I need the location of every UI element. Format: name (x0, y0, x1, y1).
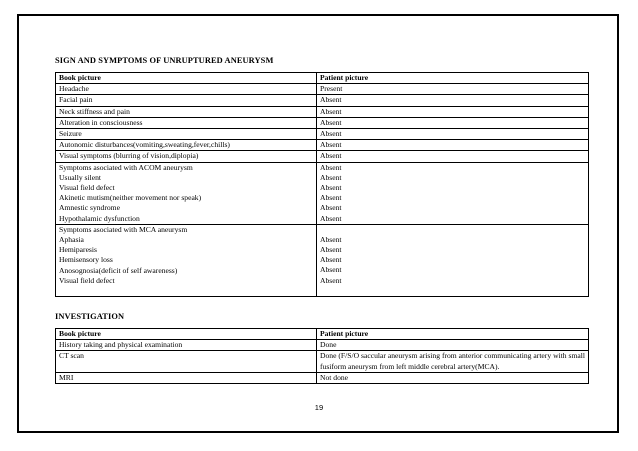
patient-cell (317, 224, 589, 296)
list-item: Absent (320, 162, 342, 172)
list-item: Hemiparesis (59, 245, 97, 255)
acom-heading: Symptoms asociated with ACOM aneurysm (59, 162, 193, 172)
list-item: Absent (320, 265, 342, 275)
header-book-picture: Book picture (56, 329, 317, 340)
patient-cell: Absent (317, 117, 589, 128)
book-cell (56, 162, 317, 224)
list-item: Akinetic mutism(neither movement nor speak) (59, 193, 202, 203)
table-row-acom-group (56, 162, 589, 224)
list-item: Hypothalamic dysfunction (59, 213, 140, 223)
list-item: Absent (320, 183, 342, 192)
patient-cell: Done (317, 340, 589, 351)
page-number: 19 (314, 403, 324, 412)
book-cell: CT scan (56, 351, 317, 372)
list-item: Absent (320, 203, 342, 213)
table-row (56, 117, 589, 128)
list-item: Usually silent (59, 172, 101, 182)
section-title-investigation: INVESTIGATION (55, 312, 125, 321)
book-cell: Visual symptoms (blurring of vision,diplopia) (56, 151, 317, 162)
book-cell: Neck stiffness and pain (56, 106, 317, 117)
list-item: Absent (320, 172, 342, 182)
header-patient-picture: Patient picture (317, 73, 589, 84)
patient-cell: Not done (317, 372, 589, 383)
patient-cell: Absent (317, 106, 589, 117)
table-header-row (56, 73, 589, 84)
table-row (56, 151, 589, 162)
book-cell: Seizure (56, 129, 317, 140)
table-row (56, 84, 589, 95)
table-header-row (56, 329, 589, 340)
list-item: Absent (320, 234, 342, 244)
book-cell: Headache (56, 84, 317, 95)
book-cell: Autonomic disturbances(vomiting,sweating,fever,chills) (56, 140, 317, 151)
patient-cell (317, 162, 589, 224)
table-row (56, 340, 589, 351)
book-cell: Facial pain (56, 95, 317, 106)
list-item: Aphasia (59, 234, 84, 244)
header-book-picture: Book picture (56, 73, 317, 84)
list-item: Amnestic syndrome (59, 203, 120, 213)
list-item: Absent (320, 193, 342, 203)
patient-cell: Absent (317, 95, 589, 106)
patient-cell: Absent (317, 140, 589, 151)
table-row (56, 372, 589, 383)
header-patient-picture: Patient picture (317, 329, 589, 340)
list-item: Visual field defect (59, 183, 115, 192)
investigation-table (55, 328, 589, 384)
table-row (56, 351, 589, 372)
table-row-mca-group (56, 224, 589, 296)
patient-cell: Absent (317, 151, 589, 162)
list-item: Hemisensory loss (59, 255, 113, 265)
list-item: Absent (320, 244, 342, 254)
list-item: Absent (320, 275, 342, 285)
table-row (56, 129, 589, 140)
book-cell (56, 224, 317, 296)
table-row (56, 95, 589, 106)
list-item: Anosognosia(deficit of self awareness) (59, 265, 178, 275)
list-item: Visual field defect (59, 275, 115, 285)
mca-heading: Symptoms asociated with MCA aneurysm (59, 224, 188, 234)
table-row (56, 106, 589, 117)
patient-cell: Absent (317, 129, 589, 140)
book-cell: History taking and physical examination (56, 340, 317, 351)
symptoms-table (55, 72, 589, 297)
book-cell: Alteration in consciousness (56, 117, 317, 128)
list-item: Absent (320, 255, 342, 265)
patient-cell: Done (F/S/O saccular aneurysm arising from anterior communicating artery with small fusiform aneurysm from left middle cerebral artery(MCA). (317, 351, 589, 372)
book-cell: MRI (56, 372, 317, 383)
patient-cell: Present (317, 84, 589, 95)
table-row (56, 140, 589, 151)
section-title-symptoms: SIGN AND SYMPTOMS OF UNRUPTURED ANEURYSM (55, 56, 274, 65)
list-item: Absent (320, 213, 342, 223)
